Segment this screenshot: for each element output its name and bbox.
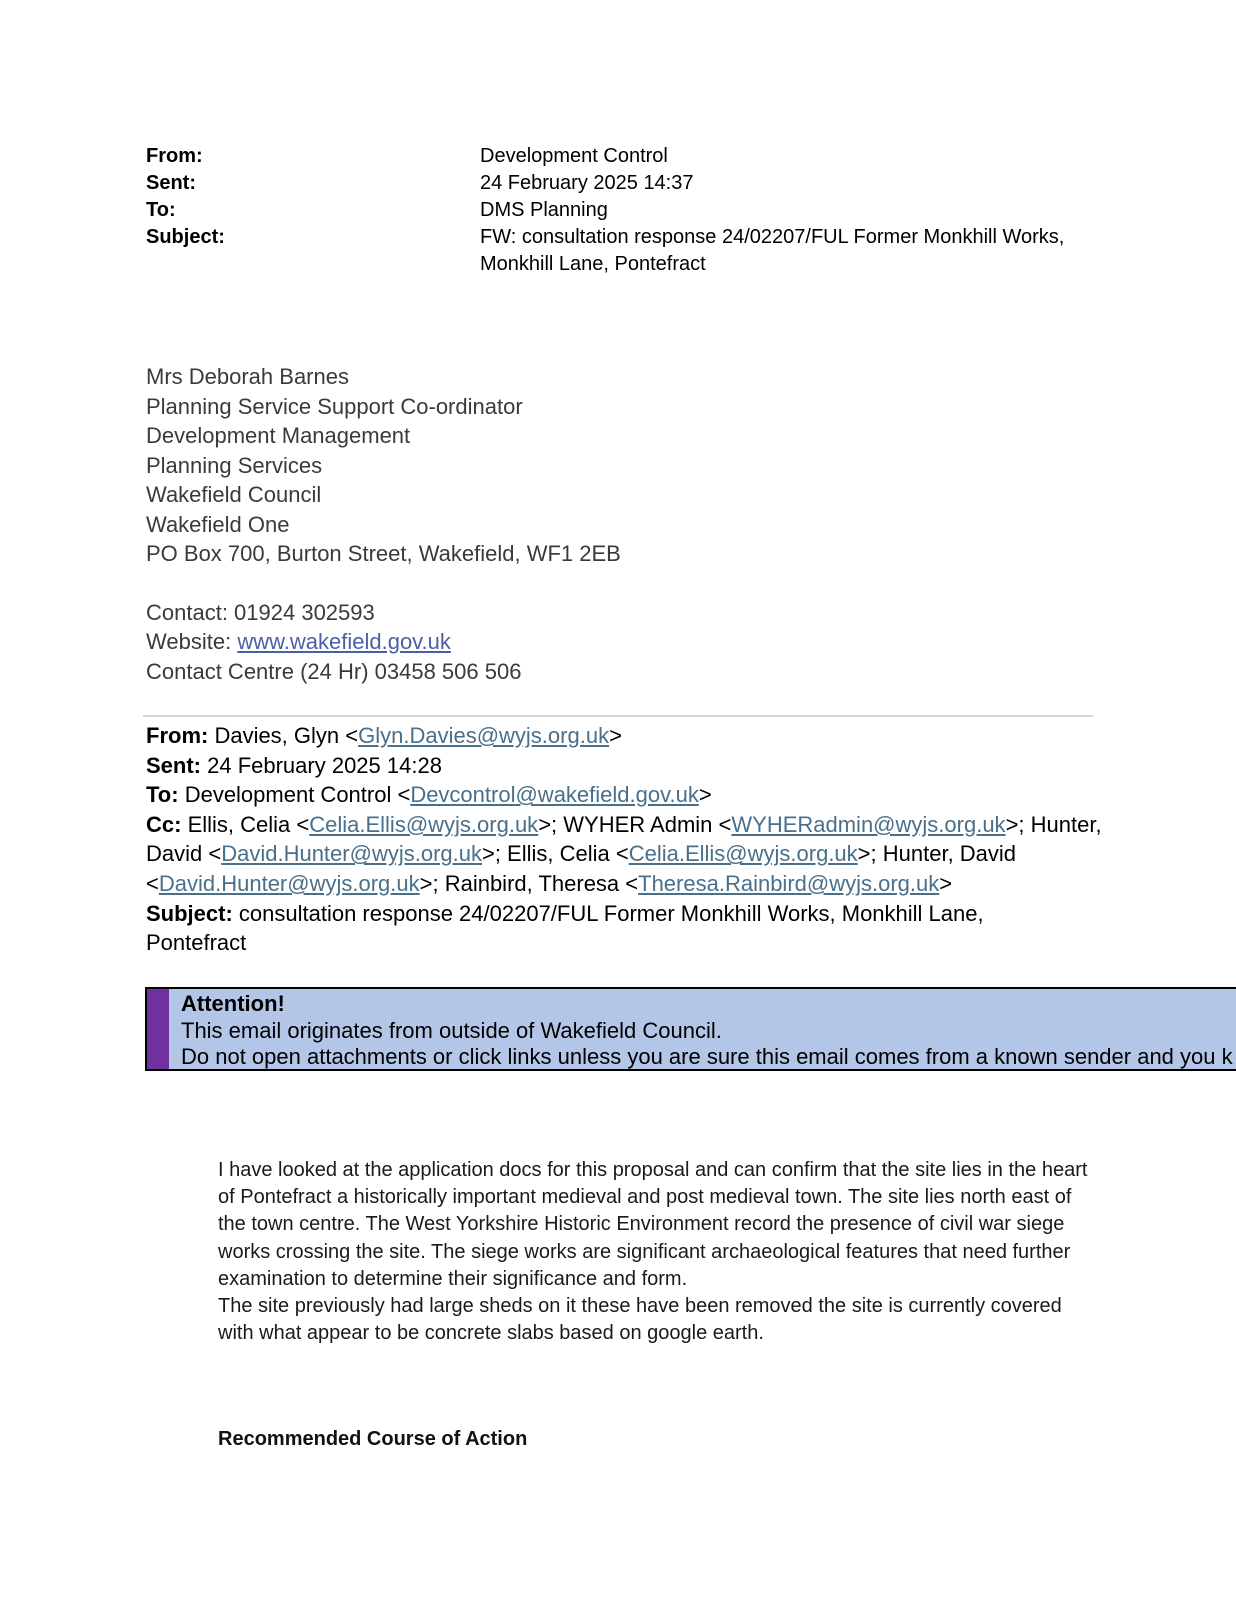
fwd-to-row: To: Development Control <Devcontrol@wakefield.gov.uk> (146, 782, 712, 808)
fwd-from-email-link[interactable]: Glyn.Davies@wyjs.org.uk (358, 723, 610, 748)
warning-text (181, 991, 1233, 1071)
fwd-from-label: From: (146, 723, 209, 748)
warning-line-1: This email originates from outside of Wakefield Council. (181, 1017, 722, 1043)
subject-label: Subject: (146, 226, 225, 248)
recommended-action-heading: Recommended Course of Action (218, 1428, 528, 1450)
cc-email-link[interactable]: Theresa.Rainbird@wyjs.org.uk (638, 870, 940, 896)
signature-block (146, 362, 621, 686)
signature-contact-centre: Contact Centre (24 Hr) 03458 506 506 (146, 658, 522, 684)
fwd-subject-row-2: Pontefract (146, 930, 247, 956)
signature-service: Planning Services (146, 452, 323, 478)
sent-value: 24 February 2025 14:37 (480, 172, 694, 194)
body-paragraph-2: The site previously had large sheds on it these have been removed the site is currently covered with what appear to be concrete slabs based on google earth. (218, 1295, 1062, 1345)
signature-council: Wakefield Council (146, 482, 322, 507)
signature-name: Mrs Deborah Barnes (146, 364, 349, 389)
signature-contact: Contact: 01924 302593 (146, 599, 375, 625)
fwd-cc-row-2: David <David.Hunter@wyjs.org.uk>; Ellis, Celia <Celia.Ellis@wyjs.org.uk>; Hunter, David (146, 841, 1017, 867)
to-label: To: (146, 199, 176, 221)
fwd-subject-label: Subject: (146, 900, 233, 926)
divider (143, 715, 1093, 717)
signature-website-row (146, 627, 621, 657)
warning-line-2: Do not open attachments or click links unless you are sure this email comes from a known sender and you k (181, 1044, 1233, 1069)
fwd-cc-row-1: Cc: Ellis, Celia <Celia.Ellis@wyjs.org.uk>; WYHER Admin <WYHERadmin@wyjs.org.uk>; Hunter, (146, 811, 1102, 837)
signature-building: Wakefield One (146, 511, 290, 537)
website-label: Website: (146, 629, 238, 654)
to-value: DMS Planning (480, 199, 608, 221)
fwd-to-label: To: (146, 782, 179, 808)
signature-department: Development Management (146, 423, 411, 448)
from-label: From: (146, 145, 203, 167)
fwd-to-email-link[interactable]: Devcontrol@wakefield.gov.uk (410, 782, 699, 808)
fwd-sent-label: Sent: (146, 752, 201, 778)
warning-title: Attention! (181, 991, 285, 1016)
cc-email-link[interactable]: Celia.Ellis@wyjs.org.uk (309, 811, 539, 837)
subject-value: FW: consultation response 24/02207/FUL Former Monkhill Works, Monkhill Lane, Pontefract (480, 226, 1065, 275)
forwarded-header (146, 721, 1102, 958)
signature-address: PO Box 700, Burton Street, Wakefield, WF1 2EB (146, 541, 621, 566)
fwd-subject-row: Subject: consultation response 24/02207/FUL Former Monkhill Works, Monkhill Lane, (146, 900, 984, 926)
from-value: Development Control (480, 145, 668, 167)
signature-role: Planning Service Support Co-ordinator (146, 393, 523, 419)
warning-stripe (147, 989, 169, 1069)
cc-email-link[interactable]: David.Hunter@wyjs.org.uk (221, 841, 482, 867)
message-body (218, 1157, 1088, 1347)
website-link[interactable]: www.wakefield.gov.uk (237, 629, 451, 654)
body-paragraph-1: I have looked at the application docs for this proposal and can confirm that the site lies in the heart of Pontefract a historically important medieval and post medieval town. The site lies north east of the town centre. The West Yorkshire Historic Environment record the presence of civil war siege works crossing the site. The siege works are significant archaeological features that need further examination to determine their significance and form. (218, 1159, 1088, 1290)
sent-label: Sent: (146, 172, 196, 194)
external-email-warning-banner (145, 987, 1236, 1071)
fwd-cc-label: Cc: (146, 811, 182, 837)
fwd-sent-row: Sent: 24 February 2025 14:28 (146, 752, 442, 778)
cc-email-link[interactable]: David.Hunter@wyjs.org.uk (158, 870, 420, 896)
fwd-from-row: From: Davies, Glyn <Glyn.Davies@wyjs.org.uk> (146, 723, 622, 748)
cc-email-link[interactable]: Celia.Ellis@wyjs.org.uk (628, 841, 858, 867)
cc-email-link[interactable]: WYHERadmin@wyjs.org.uk (731, 811, 1006, 837)
fwd-cc-row-3: <David.Hunter@wyjs.org.uk>; Rainbird, Theresa <Theresa.Rainbird@wyjs.org.uk> (146, 870, 953, 896)
